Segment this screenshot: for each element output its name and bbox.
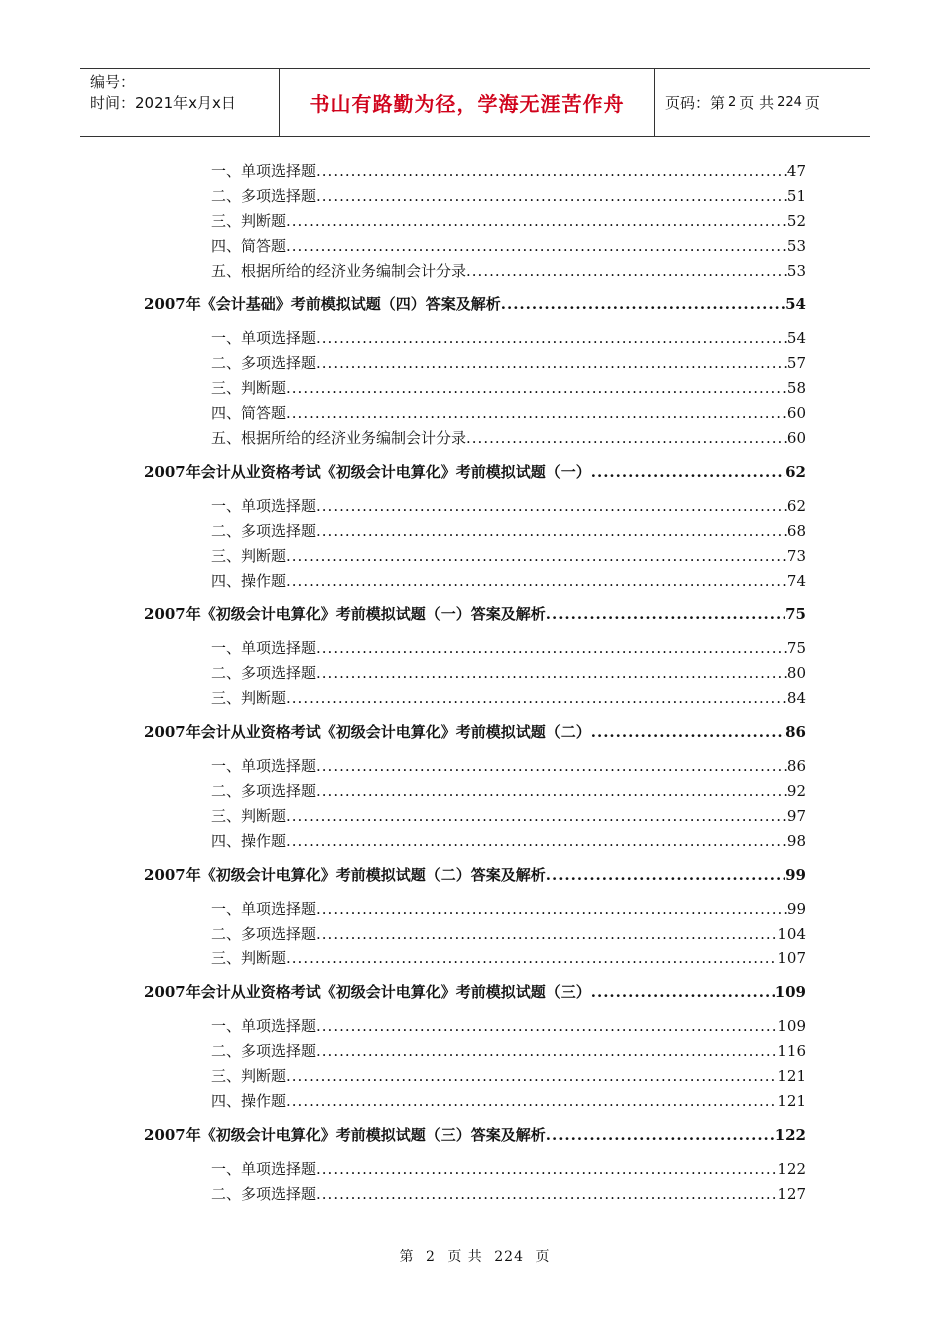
toc-entry-page: 62	[785, 462, 806, 481]
toc-entry-title: 二、多项选择题	[211, 354, 317, 373]
toc-entry-page: 84	[786, 689, 806, 708]
header-page-current: 2	[728, 95, 737, 110]
toc-entry[interactable]	[211, 1014, 806, 1039]
toc-dot-leader	[466, 259, 787, 284]
toc-section-heading[interactable]	[144, 854, 806, 897]
toc-entry-page: 97	[786, 806, 806, 825]
footer-mid: 页 共	[447, 1249, 483, 1265]
toc-entry[interactable]	[211, 829, 806, 854]
toc-entry[interactable]	[211, 636, 806, 661]
toc-entry[interactable]	[211, 494, 806, 519]
toc-dot-leader	[591, 971, 775, 1014]
toc-entry-page: 122	[777, 1159, 806, 1178]
toc-entry[interactable]	[211, 184, 806, 209]
toc-entry-page: 80	[786, 664, 806, 683]
toc-entry-title: 三、判断题	[211, 949, 287, 968]
toc-dot-leader	[316, 754, 787, 779]
table-of-contents	[0, 159, 950, 1207]
toc-entry-page: 109	[777, 1017, 806, 1036]
toc-entry-title: 2007年《初级会计电算化》考前模拟试题（一）答案及解析	[144, 605, 546, 624]
footer-prefix: 第	[399, 1249, 415, 1265]
toc-entry-title: 2007年会计从业资格考试《初级会计电算化》考前模拟试题（二）	[144, 723, 591, 742]
toc-section-heading[interactable]	[144, 1114, 806, 1157]
toc-entry-page: 116	[777, 1042, 806, 1061]
toc-dot-leader	[546, 1114, 775, 1157]
header-meta	[80, 69, 280, 136]
toc-entry-title: 2007年《初级会计电算化》考前模拟试题（三）答案及解析	[144, 1125, 546, 1144]
toc-entry-title: 五、根据所给的经济业务编制会计分录	[211, 261, 467, 280]
toc-entry-title: 2007年《初级会计电算化》考前模拟试题（二）答案及解析	[144, 865, 546, 884]
toc-dot-leader	[286, 569, 787, 594]
toc-entry-title: 2007年会计从业资格考试《初级会计电算化》考前模拟试题（三）	[144, 983, 591, 1002]
toc-entry-title: 三、判断题	[211, 546, 287, 565]
toc-entry-title: 一、单项选择题	[211, 1159, 317, 1178]
toc-dot-leader	[316, 1039, 777, 1064]
toc-section-heading[interactable]	[144, 593, 806, 636]
footer-suffix: 页	[535, 1249, 551, 1265]
toc-entry-page: 62	[786, 496, 806, 515]
toc-section-heading[interactable]	[144, 711, 806, 754]
toc-entry-title: 2007年《会计基础》考前模拟试题（四）答案及解析	[144, 295, 501, 314]
toc-section-heading[interactable]	[144, 283, 806, 326]
toc-entry[interactable]	[211, 326, 806, 351]
toc-entry[interactable]	[211, 922, 806, 947]
toc-entry-page: 107	[777, 949, 806, 968]
toc-entry[interactable]	[211, 519, 806, 544]
toc-dot-leader	[286, 401, 787, 426]
toc-entry-page: 53	[786, 261, 806, 280]
toc-dot-leader	[466, 426, 787, 451]
toc-entry-page: 52	[786, 211, 806, 230]
header-page-suffix: 页	[804, 94, 820, 112]
toc-entry-page: 74	[786, 571, 806, 590]
toc-dot-leader	[316, 1157, 777, 1182]
toc-entry-title: 一、单项选择题	[211, 757, 317, 776]
toc-dot-leader	[316, 636, 787, 661]
page-header	[80, 68, 870, 137]
toc-entry-page: 53	[786, 236, 806, 255]
toc-entry-page: 54	[785, 295, 806, 314]
toc-entry-page: 75	[785, 605, 806, 624]
toc-entry-title: 四、简答题	[211, 404, 287, 423]
toc-entry[interactable]	[211, 159, 806, 184]
toc-dot-leader	[316, 897, 787, 922]
toc-entry-page: 54	[786, 329, 806, 348]
toc-entry[interactable]	[211, 1182, 806, 1207]
toc-entry-page: 92	[786, 782, 806, 801]
toc-entry-page: 60	[786, 404, 806, 423]
toc-entry-page: 75	[786, 639, 806, 658]
toc-entry-title: 二、多项选择题	[211, 924, 317, 943]
toc-dot-leader	[316, 661, 787, 686]
toc-dot-leader	[316, 519, 787, 544]
toc-entry[interactable]	[211, 351, 806, 376]
toc-entry[interactable]	[211, 779, 806, 804]
toc-entry-title: 四、操作题	[211, 1092, 287, 1111]
toc-dot-leader	[316, 922, 777, 947]
toc-entry[interactable]	[211, 569, 806, 594]
toc-entry-title: 三、判断题	[211, 806, 287, 825]
toc-entry-title: 一、单项选择题	[211, 496, 317, 515]
toc-dot-leader	[501, 283, 785, 326]
toc-dot-leader	[591, 451, 785, 494]
toc-entry-page: 47	[786, 162, 806, 180]
toc-entry[interactable]	[211, 234, 806, 259]
toc-dot-leader	[286, 686, 787, 711]
toc-dot-leader	[316, 326, 787, 351]
toc-entry[interactable]	[211, 401, 806, 426]
toc-section-heading[interactable]	[144, 451, 806, 494]
header-motto: 书山有路勤为径，学海无涯苦作舟	[280, 69, 655, 136]
toc-dot-leader	[286, 544, 787, 569]
toc-entry-title: 四、操作题	[211, 831, 287, 850]
toc-entry-title: 三、判断题	[211, 689, 287, 708]
toc-entry-page: 99	[786, 899, 806, 918]
toc-entry-title: 二、多项选择题	[211, 782, 317, 801]
toc-entry-page: 98	[786, 831, 806, 850]
toc-entry-page: 57	[786, 354, 806, 373]
toc-entry-title: 一、单项选择题	[211, 899, 317, 918]
toc-dot-leader	[316, 351, 787, 376]
header-page-mid: 页 共	[739, 94, 775, 112]
toc-entry[interactable]	[211, 376, 806, 401]
toc-entry-page: 109	[774, 983, 806, 1002]
toc-entry[interactable]	[211, 426, 806, 451]
toc-dot-leader	[286, 829, 787, 854]
toc-entry[interactable]	[211, 544, 806, 569]
toc-dot-leader	[286, 1064, 777, 1089]
footer-total-pages: 224	[494, 1249, 524, 1265]
toc-entry[interactable]	[211, 209, 806, 234]
toc-dot-leader	[316, 779, 787, 804]
toc-entry-page: 104	[777, 924, 806, 943]
toc-dot-leader	[316, 1182, 777, 1207]
toc-dot-leader	[316, 184, 787, 209]
toc-dot-leader	[591, 711, 785, 754]
toc-entry-title: 三、判断题	[211, 379, 287, 398]
footer-current-page: 2	[425, 1249, 436, 1265]
toc-entry-title: 二、多项选择题	[211, 1042, 317, 1061]
toc-entry[interactable]	[211, 259, 806, 284]
header-page-total: 224	[777, 95, 802, 110]
toc-entry-title: 三、判断题	[211, 1067, 287, 1086]
toc-dot-leader	[286, 1089, 777, 1114]
toc-dot-leader	[316, 1014, 777, 1039]
toc-entry-page: 86	[786, 757, 806, 776]
toc-entry-page: 73	[786, 546, 806, 565]
document-time-label: 时间：2021年x月x日	[90, 94, 236, 112]
toc-entry-page: 122	[774, 1125, 806, 1144]
toc-entry-title: 三、判断题	[211, 211, 287, 230]
toc-entry-title: 二、多项选择题	[211, 521, 317, 540]
toc-dot-leader	[546, 854, 785, 897]
toc-entry[interactable]	[211, 1064, 806, 1089]
toc-entry[interactable]	[211, 1039, 806, 1064]
toc-entry[interactable]	[211, 946, 806, 971]
toc-entry-title: 2007年会计从业资格考试《初级会计电算化》考前模拟试题（一）	[144, 462, 591, 481]
toc-entry-page: 86	[785, 723, 806, 742]
toc-entry-page: 121	[777, 1092, 806, 1111]
toc-entry-title: 一、单项选择题	[211, 639, 317, 658]
toc-dot-leader	[286, 946, 777, 971]
toc-dot-leader	[286, 234, 787, 259]
toc-dot-leader	[316, 159, 787, 184]
toc-entry-page: 58	[786, 379, 806, 398]
toc-dot-leader	[286, 804, 787, 829]
toc-entry-title: 二、多项选择题	[211, 186, 317, 205]
toc-entry-title: 一、单项选择题	[211, 162, 317, 180]
toc-dot-leader	[286, 376, 787, 401]
toc-dot-leader	[316, 494, 787, 519]
toc-entry[interactable]	[211, 754, 806, 779]
toc-entry-title: 二、多项选择题	[211, 1184, 317, 1203]
toc-entry-title: 四、简答题	[211, 236, 287, 255]
toc-entry[interactable]	[211, 1157, 806, 1182]
toc-entry-title: 五、根据所给的经济业务编制会计分录	[211, 429, 467, 448]
toc-entry-page: 99	[785, 865, 806, 884]
toc-dot-leader	[546, 593, 785, 636]
document-number-label: 编号：	[90, 73, 136, 91]
toc-entry-page: 121	[777, 1067, 806, 1086]
toc-entry[interactable]	[211, 686, 806, 711]
toc-entry-page: 68	[786, 521, 806, 540]
toc-entry-title: 四、操作题	[211, 571, 287, 590]
header-page-prefix: 页码：第	[665, 94, 726, 112]
toc-dot-leader	[286, 209, 787, 234]
toc-entry-title: 一、单项选择题	[211, 1017, 317, 1036]
toc-entry-page: 60	[786, 429, 806, 448]
toc-entry[interactable]	[211, 897, 806, 922]
toc-entry-title: 一、单项选择题	[211, 329, 317, 348]
toc-entry-page: 51	[786, 186, 806, 205]
toc-entry-title: 二、多项选择题	[211, 664, 317, 683]
toc-entry[interactable]	[211, 1089, 806, 1114]
toc-section-heading[interactable]	[144, 971, 806, 1014]
toc-entry[interactable]	[211, 661, 806, 686]
toc-entry[interactable]	[211, 804, 806, 829]
header-page-info	[655, 69, 870, 136]
page-footer	[0, 1246, 950, 1266]
toc-entry-page: 127	[777, 1184, 806, 1203]
